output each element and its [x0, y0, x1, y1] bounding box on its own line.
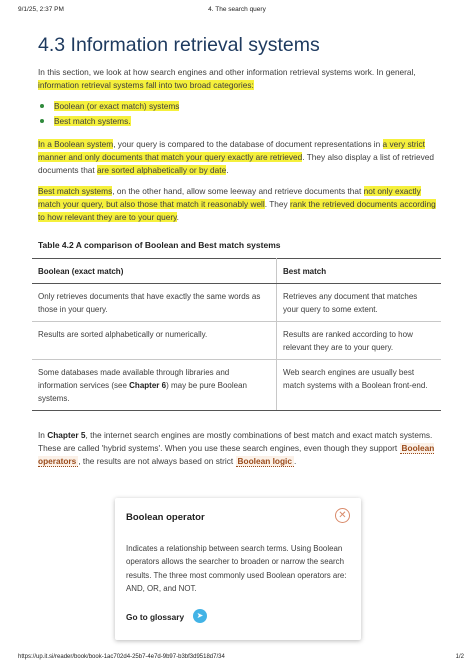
best-match-paragraph: Best match systems, on the other hand, allow some leeway and retrieve documents that not only exactly match your query, but also those that match it reasonably well. They rank the retrieved documents according to how relevant they are to your query.: [38, 186, 436, 223]
glossary-link-boolean-logic[interactable]: Boolean logic: [237, 456, 292, 467]
column-header-best-match: Best match: [277, 259, 442, 284]
intro-text: In this section, we look at how search engines and other information retrieval systems work. In general,: [38, 67, 416, 77]
table-row: [32, 322, 441, 360]
close-icon[interactable]: ✕: [335, 508, 350, 523]
intro-paragraph: [38, 66, 442, 92]
glossary-link-boolean-operators[interactable]: Boolean operators: [38, 443, 435, 467]
print-page-title: 4. The search query: [208, 6, 266, 13]
table-row: [32, 284, 441, 322]
boolean-paragraph: In a Boolean system, your query is compared to the database of document representations in a very strict manner and only documents that match your query exactly are retrieved. They also display a list of retrieved documents that are sorted alphabetically or by date.: [38, 139, 435, 176]
table-cell: Web search engines are usually best match systems with a Boolean front-end.: [277, 360, 442, 411]
bullet-dot-icon: [40, 119, 44, 123]
popup-title: Boolean operator: [126, 512, 205, 523]
table-header-row: [32, 259, 441, 284]
go-to-glossary-link[interactable]: Go to glossary: [126, 612, 185, 622]
arrow-right-icon[interactable]: ➤: [193, 609, 207, 623]
table-cell: Results are ranked according to how relevant they are to your query.: [277, 322, 442, 360]
glossary-popup: [115, 498, 361, 640]
column-header-boolean: Boolean (exact match): [32, 259, 277, 284]
table-cell: Only retrieves documents that have exactly the same words as those in your query.: [32, 284, 277, 322]
table-cell: Some databases made available through libraries and information services (see Chapter 6) may be pure Boolean systems.: [32, 360, 277, 411]
table-row: [32, 360, 441, 411]
print-url: https://up.it.si/reader/book/book-1ac702d4-25b7-4e7d-9b97-b3bf3d9518d7/34: [18, 654, 225, 660]
comparison-table: [32, 258, 441, 411]
table-caption: Table 4.2 A comparison of Boolean and Best match systems: [38, 240, 281, 250]
popup-definition: Indicates a relationship between search terms. Using Boolean operators allows the searcher to broaden or narrow the search results. The three most commonly used Boolean operators are: AND, OR, and NOT.: [126, 544, 347, 594]
section-title: 4.3 Information retrieval systems: [38, 34, 320, 56]
print-datetime: 9/1/25, 2:37 PM: [18, 6, 64, 13]
bullet-dot-icon: [40, 104, 44, 108]
list-item: Boolean (or exact match) systems: [38, 99, 179, 114]
intro-highlight: information retrieval systems fall into two broad categories:: [38, 80, 254, 91]
list-item: Best match systems.: [38, 114, 179, 129]
category-list: [38, 99, 179, 129]
chapter-6-link[interactable]: Chapter 6: [129, 381, 167, 390]
table-cell: Retrieves any document that matches your query to some extent.: [277, 284, 442, 322]
chapter-5-link[interactable]: Chapter 5: [47, 430, 86, 440]
print-page-number: 1/2: [455, 654, 464, 660]
hybrid-paragraph: In Chapter 5, the internet search engines are mostly combinations of best match and exact match systems. These are called 'hybrid systems'. When you use these search engines, even though they support Boolean operators , the results are not always based on strict Boolean logic .: [38, 430, 435, 467]
table-cell: Results are sorted alphabetically or numerically.: [32, 322, 277, 360]
